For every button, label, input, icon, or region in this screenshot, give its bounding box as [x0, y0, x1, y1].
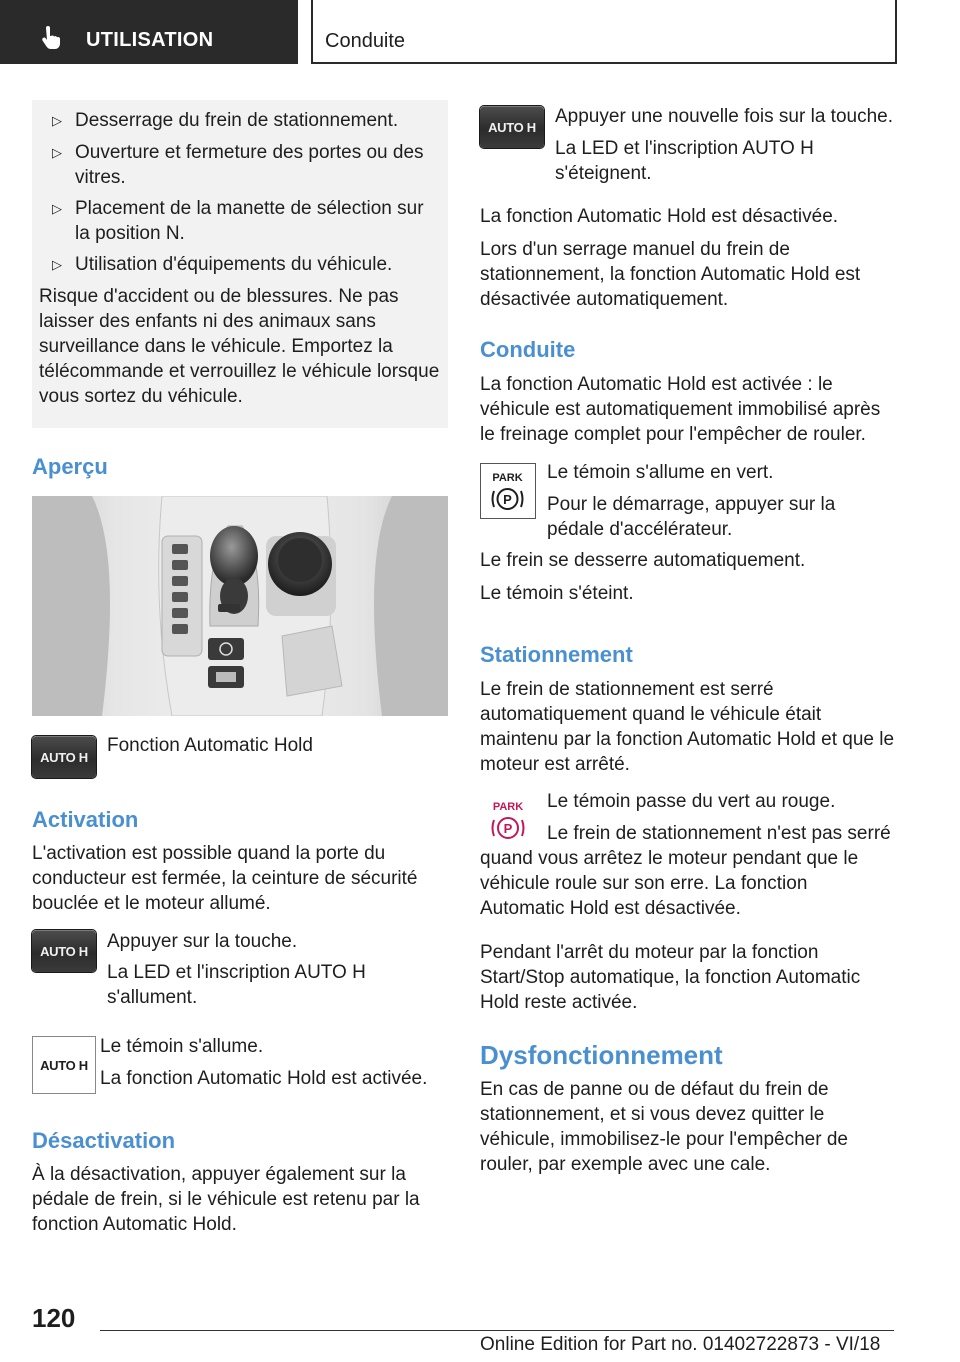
parking-heading: Stationnement: [480, 642, 633, 667]
driving-text: La fonction Automatic Hold est activée : le véhicule est automatiquement immobilisé après le freinage complet pour l'empêcher de rouler.: [480, 374, 881, 445]
deactivation-text: À la désactivation, appuyer également sur la pédale de frein, si le véhicule est retenu par la fonction Automatic Hold.: [32, 1164, 420, 1235]
malfunction-heading: Dysfonctionnement: [480, 1040, 723, 1070]
green-to-red-text: Le témoin passe du vert au rouge.: [547, 791, 836, 812]
parking-text: Le frein de stationnement est serré automatiquement quand le véhicule était maintenu par la fonction Automatic Hold et que le moteur est arrêté.: [480, 679, 895, 775]
console-photo: [32, 496, 448, 716]
park-brake-indicator-icon: [480, 463, 536, 519]
section-title: UTILISATION: [86, 29, 214, 51]
auto-h-button-icon: AUTO H: [480, 106, 544, 148]
malfunction-text: En cas de panne ou de défaut du frein de stationnement, et si vous devez quitter le véhicule, immobilisez-le pour l'empêcher de rouler, par exemple avec une cale.: [480, 1079, 848, 1175]
auto-h-button-icon: AUTO H: [32, 736, 96, 778]
edition-text: Online Edition for Part no. 01402722873 - VI/18: [480, 1334, 881, 1355]
svg-text:P: P: [503, 821, 513, 836]
hand-pointer-icon: [40, 26, 62, 50]
driving-heading: Conduite: [480, 337, 576, 362]
bullet-triangle-icon: ▷: [52, 201, 62, 216]
led-on-text: La LED et l'inscription AUTO H s'allument.: [107, 962, 366, 1008]
svg-text:P: P: [503, 492, 512, 507]
activation-heading: Activation: [32, 807, 139, 832]
auto-h-button-icon: AUTO H: [32, 930, 96, 972]
overview-heading: Aperçu: [32, 454, 108, 479]
warning-box: ▷ Desserrage du frein de stationnement. ▷ Ouverture et fermeture des portes ou des vitres. ▷ Placement de la manette de sélection sur la position N. ▷ Utilisation d'équipements du véhicule. Risque d'accident ou de blessures. Ne pas laisser des enfants ni des animaux sans surveillance dans le véhicule. Emportez la télécommande et verrouillez le véhicule lorsque vous sortez du véhicule.: [32, 100, 448, 428]
not-applied-text: Le frein de stationnement n'est pas serré quand vous arrêtez le moteur pendant que le véhicule roule sur son erre. La fonction Automatic Hold est désactivée.: [480, 823, 891, 919]
press-button-text: Appuyer sur la touche.: [107, 931, 298, 952]
deactivation-heading: Désactivation: [32, 1128, 176, 1153]
activated-text: La fonction Automatic Hold est activée.: [100, 1068, 428, 1089]
console-illustration: [32, 496, 448, 716]
bullet-triangle-icon: ▷: [52, 145, 62, 160]
green-on-text: Le témoin s'allume en vert.: [547, 462, 774, 483]
footer-divider: [100, 1330, 894, 1331]
bullet-triangle-icon: ▷: [52, 257, 62, 272]
autoh-caption: Fonction Automatic Hold: [107, 735, 313, 756]
led-off-text: La LED et l'inscription AUTO H s'éteignent.: [555, 138, 814, 184]
svg-text:PARK: PARK: [492, 472, 523, 484]
auto-h-indicator-icon: AUTO H: [32, 1036, 96, 1094]
lamp-off-text: Le témoin s'éteint.: [480, 583, 634, 604]
startstop-text: Pendant l'arrêt du moteur par la fonction Start/Stop automatique, la fonction Automatic Hold reste activée.: [480, 942, 861, 1013]
lamp-on-text: Le témoin s'allume.: [100, 1036, 264, 1057]
manual-parking-text: Lors d'un serrage manuel du frein de stationnement, la fonction Automatic Hold est désactivée automatiquement.: [480, 239, 861, 310]
activation-text: L'activation est possible quand la porte du conducteur est fermée, la ceinture de sécurité bouclée et le moteur allumé.: [32, 843, 418, 914]
press-again-text: Appuyer une nouvelle fois sur la touche.: [555, 106, 893, 127]
deactivated-text: La fonction Automatic Hold est désactivée.: [480, 206, 839, 227]
chapter-title: Conduite: [325, 30, 406, 52]
svg-text:PARK: PARK: [492, 801, 524, 813]
page-number: 120: [32, 1303, 76, 1333]
warning-text: Risque d'accident ou de blessures. Ne pas laisser des enfants ni des animaux sans surveillance dans le véhicule. Emportez la télécommande et verrouillez le véhicule lorsque vous sortez du véhicule.: [39, 286, 440, 407]
chapter-tab: [311, 0, 897, 64]
bullet-triangle-icon: ▷: [52, 113, 62, 128]
start-text: Pour le démarrage, appuyer sur la pédale d'accélérateur.: [547, 494, 836, 540]
released-text: Le frein se desserre automatiquement.: [480, 550, 806, 571]
section-tab: [0, 0, 298, 64]
